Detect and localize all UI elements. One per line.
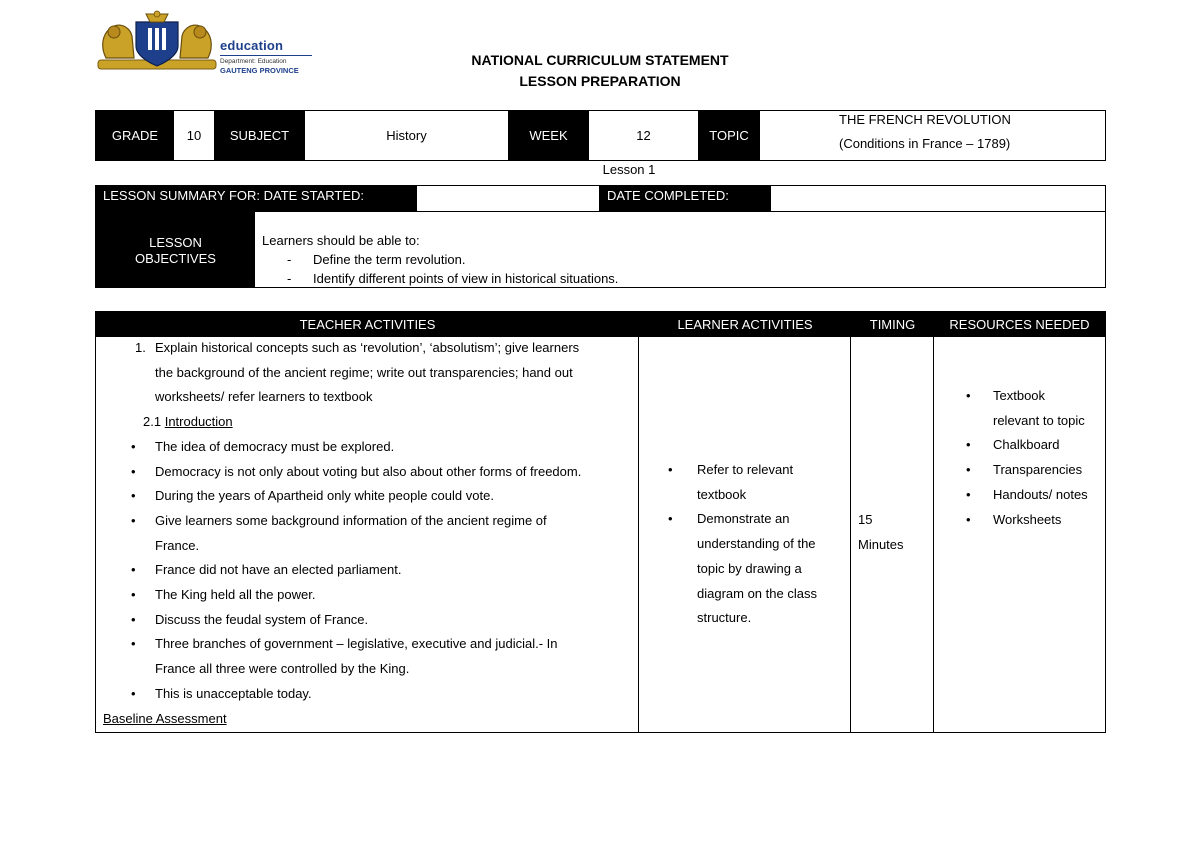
column-divider [638,312,639,732]
bullet-text-continued: France. [155,537,200,553]
subject-value: History [386,128,427,143]
resource-text: Textbook [993,388,1046,403]
column-divider [850,312,851,732]
bullet-icon: • [131,611,136,627]
teacher-activities-cell [103,336,633,731]
topic-line-1: THE FRENCH REVOLUTION [839,112,1011,127]
learner-activities-cell [668,458,828,631]
resource-item [966,433,1106,458]
learner-item [668,458,828,507]
teacher-bullet [103,583,633,608]
lesson-objectives-label-line1: LESSON [149,234,202,250]
bullet-icon: • [966,511,971,527]
intro-number: 2.1 [143,414,162,430]
grade-value: 10 [186,128,202,143]
learner-item-line: Refer to relevant [697,462,794,477]
bullet-icon: • [966,437,971,453]
teacher-bullet [103,558,633,583]
bullet-icon: • [966,486,971,502]
teacher-item-line: Explain historical concepts such as ‘revolution’, ‘absolutism’; give learners [155,340,580,355]
week-value: 12 [636,128,651,143]
resource-item [966,508,1106,533]
bullet-icon: • [668,462,673,477]
bullet-text: During the years of Apartheid only white people could vote. [155,488,494,504]
bullet-text: Democracy is not only about voting but also about other forms of freedom. [155,463,582,479]
education-wordmark: education [220,38,284,53]
grade-label: GRADE [96,111,174,160]
item-number: 1. [135,340,146,355]
objective-text: Define the term revolution. [313,252,466,267]
grade-subject-week-topic-row [95,110,1106,161]
date-completed-field [771,186,1105,211]
date-completed-label: DATE COMPLETED: [599,186,771,211]
topic-label: TOPIC [698,111,760,160]
resource-text: Chalkboard [993,437,1060,453]
learner-item-line: structure. [697,610,752,626]
department-text: Department: Education [220,58,287,65]
timing-unit: Minutes [858,536,904,552]
learner-item [668,507,828,631]
teacher-activities-header: TEACHER ACTIVITIES [96,312,639,337]
resource-text: Worksheets [993,511,1062,527]
lesson-objectives-label [96,212,255,287]
resource-item [966,384,1106,433]
teacher-bullet [103,460,633,485]
learner-item-line: Demonstrate an [697,511,790,527]
bullet-text: The King held all the power. [155,587,316,603]
resource-text-continued: relevant to topic [993,412,1085,428]
resource-item [966,483,1106,508]
resource-text: Handouts/ notes [993,486,1088,502]
learner-item-line: textbook [697,486,747,502]
baseline-assessment-heading: Baseline Assessment [103,710,227,726]
teacher-item-line: worksheets/ refer learners to textbook [155,389,373,405]
lesson-objectives-label-line2: OBJECTIVES [135,250,216,266]
objectives-intro: Learners should be able to: [262,233,420,248]
document-title: NATIONAL CURRICULUM STATEMENT [471,52,729,68]
bullet-text: Give learners some background information of the ancient regime of [155,512,547,528]
teacher-bullet [103,608,633,633]
bullet-icon: • [966,388,971,403]
learner-item-line: diagram on the class [697,585,817,601]
bullet-icon: • [131,438,136,454]
topic-line-2: (Conditions in France – 1789) [839,136,1011,151]
objective-text: Identify different points of view in historical situations. [313,271,619,286]
bullet-icon: • [966,462,971,478]
timing-cell [858,508,904,557]
resource-item [966,458,1106,483]
dash-marker: - [287,271,292,286]
bullet-icon: • [131,636,136,652]
bullet-icon: • [131,512,136,528]
teacher-item [103,336,633,410]
date-started-field [417,186,599,211]
province-text: GAUTENG PROVINCE [220,66,299,75]
bullet-text: The idea of democracy must be explored. [155,438,395,454]
bullet-icon: • [131,463,136,479]
lesson-objectives-content [262,231,1102,288]
teacher-bullet [103,682,633,707]
bullet-text: Discuss the feudal system of France. [155,611,369,627]
objective-item [262,269,1102,288]
learner-item-line: understanding of the [697,536,816,552]
objective-item [262,250,1102,269]
lesson-number: Lesson 1 [602,162,656,177]
resources-needed-header: RESOURCES NEEDED [934,312,1105,337]
lesson-summary-table [95,185,1106,288]
document-subtitle: LESSON PREPARATION [519,73,681,89]
learner-activities-header: LEARNER ACTIVITIES [639,312,851,337]
bullet-text-continued: France all three were controlled by the King. [155,661,410,677]
resources-cell [966,384,1106,532]
bullet-text: This is unacceptable today. [155,685,312,701]
teacher-bullet [103,435,633,460]
dash-marker: - [287,252,292,267]
bullet-text: Three branches of government – legislative, executive and judicial.- In [155,636,558,652]
bullet-icon: • [668,511,673,527]
bullet-text: France did not have an elected parliament. [155,562,402,578]
bullet-icon: • [131,562,136,578]
teacher-bullet [103,484,633,509]
bullet-icon: • [131,488,136,504]
learner-item-line: topic by drawing a [697,560,802,576]
teacher-bullet [103,632,633,681]
timing-header: TIMING [851,312,934,337]
resource-text: Transparencies [993,462,1083,478]
lesson-summary-label: LESSON SUMMARY FOR: DATE STARTED: [96,186,417,211]
activities-table [95,311,1106,733]
introduction-heading [103,410,633,435]
bullet-icon: • [131,685,136,701]
teacher-item-line: the background of the ancient regime; write out transparencies; hand out [155,364,573,380]
topic-value [760,111,1105,160]
bullet-icon: • [131,587,136,603]
teacher-bullet [103,509,633,558]
week-label: WEEK [508,111,589,160]
subject-label: SUBJECT [214,111,305,160]
column-divider [933,312,934,732]
intro-title: Introduction [164,414,233,430]
timing-value: 15 [858,512,873,527]
